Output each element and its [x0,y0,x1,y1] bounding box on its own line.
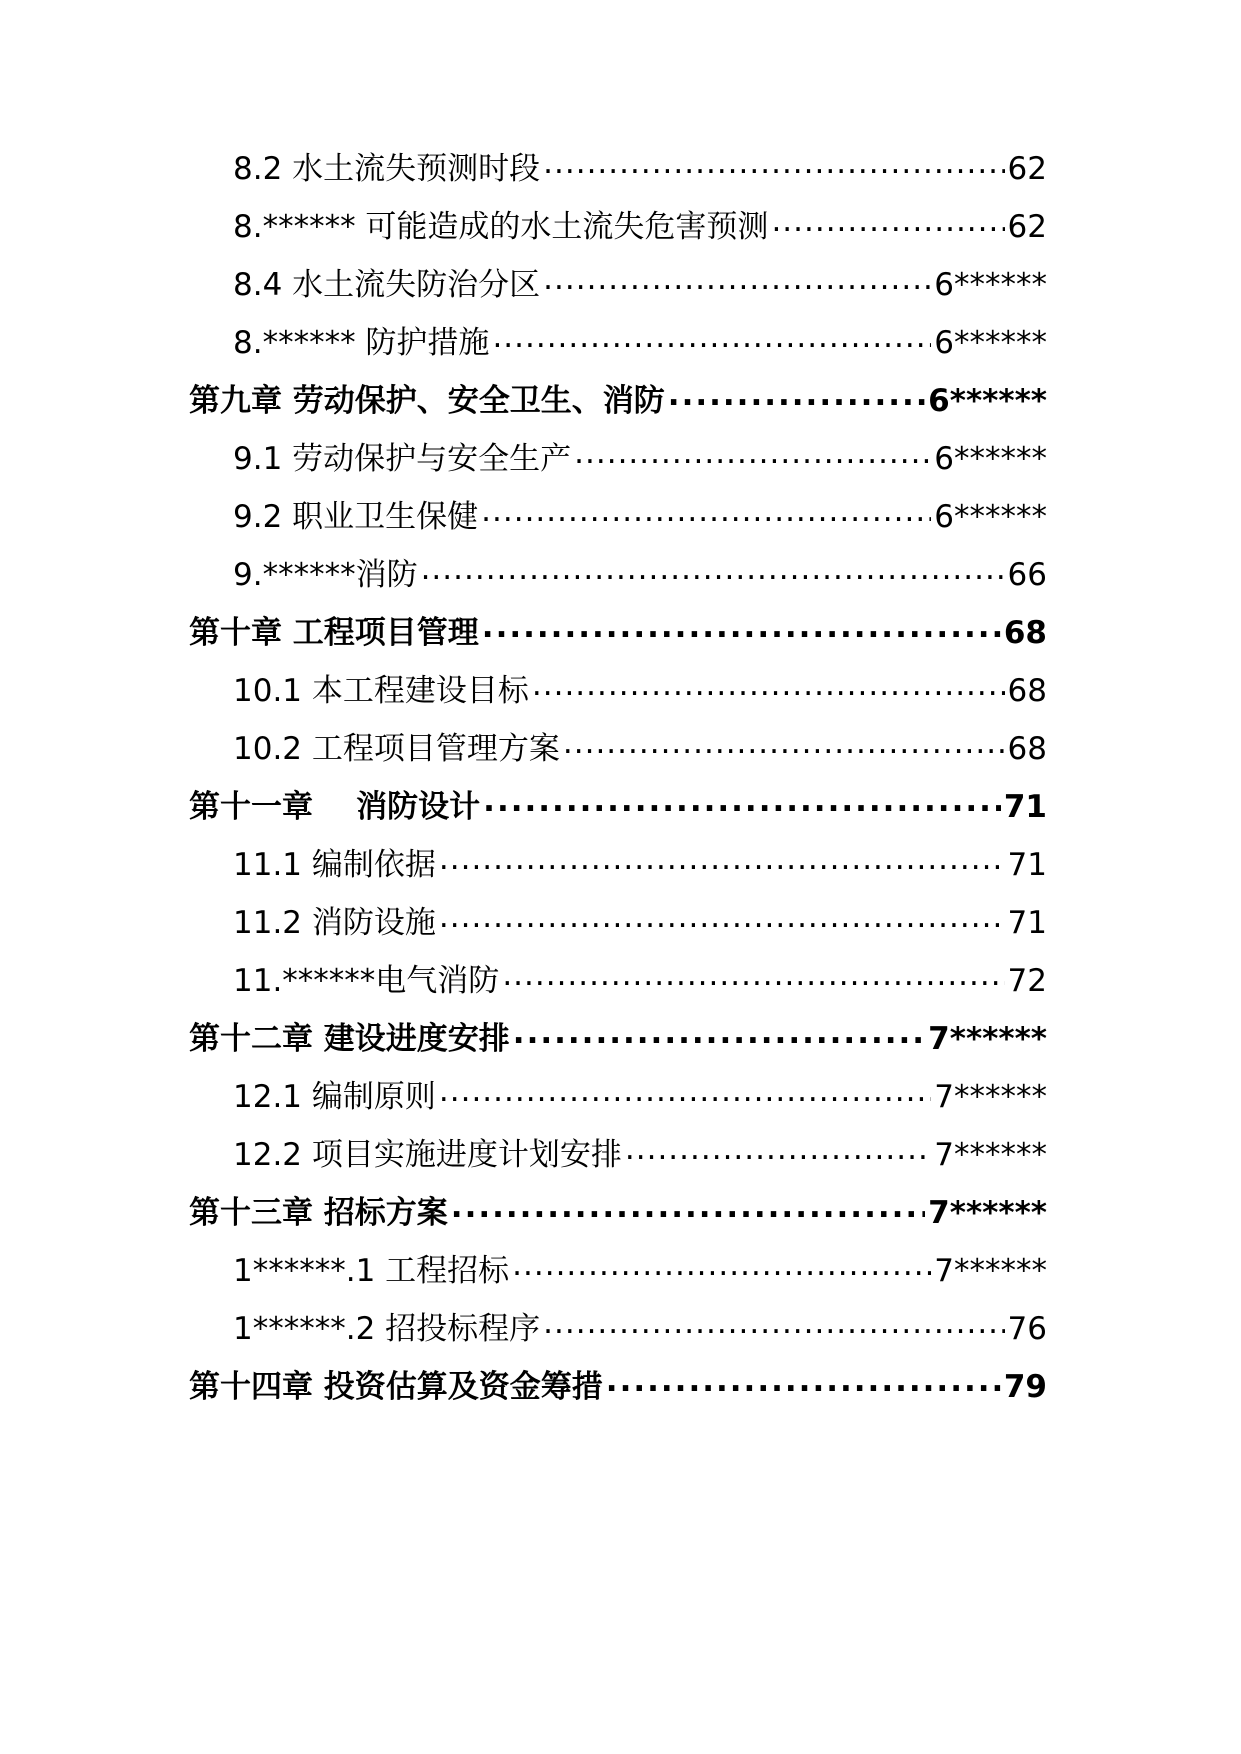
toc-dot-leader [574,438,931,469]
toc-entry[interactable] [233,433,1047,477]
toc-chapter[interactable] [189,1187,1047,1231]
toc-entry-title: 10.1 本工程建设目标 [233,673,529,709]
toc-chapter-page: 7****** [928,1021,1047,1057]
toc-dot-leader [492,322,931,353]
toc-entry-page: 7****** [934,1137,1047,1173]
toc-dot-leader [502,960,1004,991]
toc-entry-page: 6****** [934,325,1047,361]
toc-dot-leader [563,728,1005,759]
toc-dot-leader [532,670,1005,701]
toc-entry-page: 6****** [934,499,1047,535]
toc-entry-page: 7****** [934,1253,1047,1289]
toc-chapter[interactable] [189,781,1047,825]
toc-entry-page: 68 [1007,673,1047,709]
toc-dot-leader [606,1366,1001,1397]
toc-entry[interactable] [233,1071,1047,1115]
toc-chapter-title: 第十四章 投资估算及资金筹措 [189,1369,603,1405]
toc-dot-leader [668,380,925,411]
toc-entry[interactable] [233,723,1047,767]
toc-entry-page: 62 [1007,209,1047,245]
toc-entry[interactable] [233,955,1047,999]
toc-entry[interactable] [233,143,1047,187]
toc-dot-leader [439,1076,931,1107]
toc-entry-title: 11.******电气消防 [233,963,500,999]
toc-entry-page: 6****** [934,267,1047,303]
toc-entry-page: 71 [1007,847,1047,883]
toc-entry-title: 11.2 消防设施 [233,905,436,941]
toc-chapter[interactable] [189,607,1047,651]
toc-chapter-page: 6****** [928,383,1047,419]
toc-dot-leader [439,902,1005,933]
toc-dot-leader [543,1308,1004,1339]
toc-entry[interactable] [233,259,1047,303]
toc-entry[interactable] [233,839,1047,883]
toc-entry-page: 62 [1007,151,1047,187]
toc-chapter-page: 68 [1003,615,1047,651]
toc-dot-leader [421,554,1005,585]
toc-chapter-title: 第九章 劳动保护、安全卫生、消防 [189,383,665,419]
toc-dot-leader [482,612,1001,643]
toc-entry[interactable] [233,201,1047,245]
toc-dot-leader [543,264,931,295]
toc-entry[interactable] [233,317,1047,361]
toc-dot-leader [483,786,1001,817]
toc-chapter[interactable] [189,375,1047,419]
toc-entry-page: 6****** [934,441,1047,477]
toc-chapter[interactable] [189,1361,1047,1405]
toc-entry[interactable] [233,665,1047,709]
toc-dot-leader [481,496,931,527]
toc-entry-title: 8.4 水土流失防治分区 [233,267,541,303]
toc-entry-title: 8.2 水土流失预测时段 [233,151,541,187]
toc-chapter-page: 79 [1003,1369,1047,1405]
toc-entry-title: 9.1 劳动保护与安全生产 [233,441,572,477]
toc-entry-title: 8.****** 可能造成的水土流失危害预测 [233,209,769,245]
toc-entry[interactable] [233,491,1047,535]
toc-entry-page: 66 [1007,557,1047,593]
toc-entry-page: 76 [1007,1311,1047,1347]
toc-chapter[interactable] [189,1013,1047,1057]
toc-chapter-title: 第十章 工程项目管理 [189,615,479,651]
toc-chapter-title: 第十二章 建设进度安排 [189,1021,510,1057]
toc-entry[interactable] [233,1129,1047,1173]
toc-dot-leader [513,1018,925,1049]
toc-entry-page: 71 [1007,905,1047,941]
toc-entry-title: 8.****** 防护措施 [233,325,490,361]
toc-entry-page: 7****** [934,1079,1047,1115]
toc-entry-title: 1******.2 招投标程序 [233,1311,541,1347]
toc-chapter-page: 7****** [928,1195,1047,1231]
toc-chapter-page: 71 [1003,789,1047,825]
toc-dot-leader [771,206,1004,237]
toc-entry[interactable] [233,1303,1047,1347]
toc-entry[interactable] [233,897,1047,941]
toc-entry-title: 10.2 工程项目管理方案 [233,731,560,767]
toc-entry-title: 9.******消防 [233,557,418,593]
toc-entry-title: 12.1 编制原则 [233,1079,436,1115]
toc-dot-leader [439,844,1005,875]
toc-entry-page: 68 [1007,731,1047,767]
toc-entry-title: 11.1 编制依据 [233,847,436,883]
toc-entry-title: 12.2 项目实施进度计划安排 [233,1137,622,1173]
toc-entry-title: 1******.1 工程招标 [233,1253,510,1289]
toc-chapter-title: 第十一章 消防设计 [189,789,481,825]
toc-entry[interactable] [233,1245,1047,1289]
toc-dot-leader [451,1192,925,1223]
toc-entry[interactable] [233,549,1047,593]
toc-dot-leader [625,1134,931,1165]
toc-entry-title: 9.2 职业卫生保健 [233,499,479,535]
toc-entry-page: 72 [1007,963,1047,999]
toc-dot-leader [512,1250,931,1281]
toc-chapter-title: 第十三章 招标方案 [189,1195,448,1231]
toc-dot-leader [543,148,1004,179]
